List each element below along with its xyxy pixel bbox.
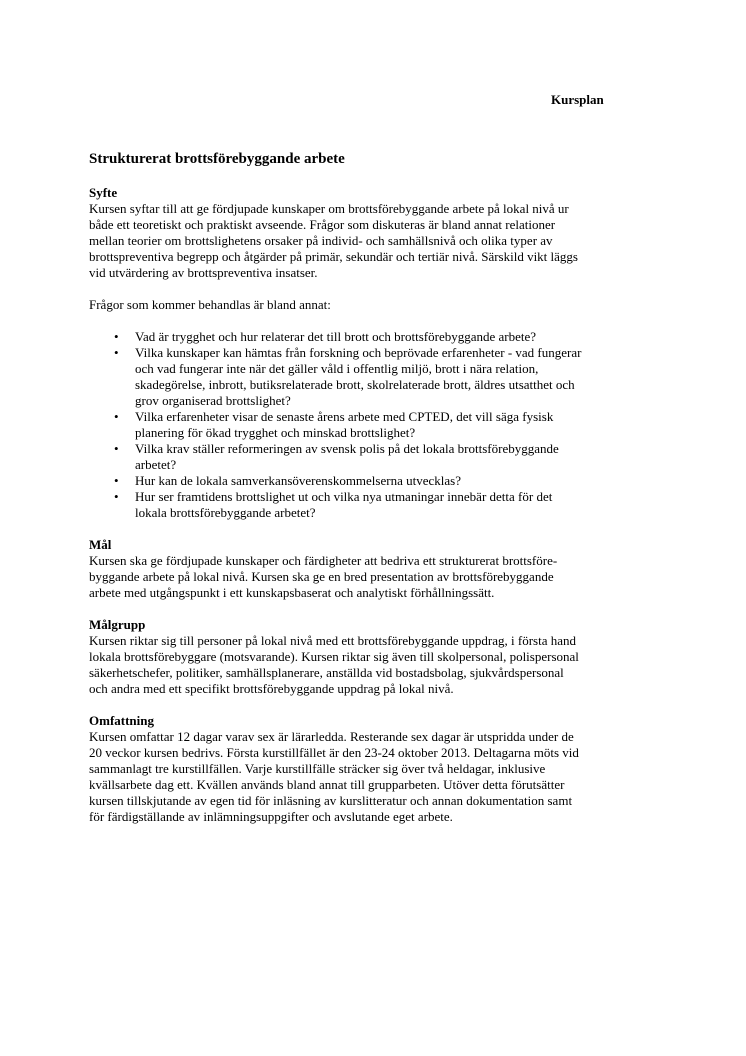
section-heading-malgrupp: Målgrupp xyxy=(89,617,146,632)
list-item-text: Vad är trygghet och hur relaterar det till brott och brottsförebyggande arbete? xyxy=(135,329,537,344)
page-title: Strukturerat brottsförebyggande arbete xyxy=(89,151,345,167)
questions-intro: Frågor som kommer behandlas är bland annat: xyxy=(89,297,331,312)
spacer xyxy=(89,697,669,713)
bullet-icon: • xyxy=(114,345,119,360)
syfte-paragraph: Kursen syftar till att ge fördjupade kunskaper om brottsförebyggande arbete på lokal nivå ur både ett teoretiskt och praktiskt avseende. Frågor som diskuteras är bland annat relationer mellan teorier om brottslighetens orsaker på individ- och samhällsnivå och olika typer av brottspreventiva begrepp och åtgärder på primär, sekundär och tertiär nivå. Särskild vikt läggs vid utvärdering av brottspreventiva insatser. xyxy=(89,201,578,280)
bullet-icon: • xyxy=(114,473,119,488)
bullet-icon: • xyxy=(114,441,119,456)
section-heading-omfattning: Omfattning xyxy=(89,713,154,728)
bullet-icon: • xyxy=(114,489,119,504)
spacer xyxy=(89,521,669,537)
list-item xyxy=(89,489,669,521)
bullet-icon: • xyxy=(114,409,119,424)
list-item xyxy=(89,409,669,441)
section-malgrupp xyxy=(89,617,669,697)
list-item xyxy=(89,441,669,473)
section-heading-mal: Mål xyxy=(89,537,112,552)
list-item xyxy=(89,329,669,345)
list-item xyxy=(89,473,669,489)
section-omfattning xyxy=(89,713,669,825)
spacer xyxy=(89,313,669,329)
questions-list xyxy=(89,329,669,521)
list-item xyxy=(89,345,669,409)
list-item-text: Vilka kunskaper kan hämtas från forskning och beprövade erfarenheter - vad fungerar och vad fungerar inte när det gäller våld i offentlig miljö, brott i nära relation, skadegörelse, inbrott, butiksrelaterade brott, skolrelaterade brott, äldres utsatthet och grov organiserad brottslighet? xyxy=(135,345,582,408)
section-mal xyxy=(89,537,669,601)
document-body xyxy=(89,185,669,825)
list-item-text: Vilka krav ställer reformeringen av svensk polis på det lokala brottsförebyggande arbetet? xyxy=(135,441,559,472)
bullet-icon: • xyxy=(114,329,119,344)
omfattning-paragraph: Kursen omfattar 12 dagar varav sex är lärarledda. Resterande sex dagar är utspridda under de 20 veckor kursen bedrivs. Första kurstillfället är den 23-24 oktober 2013. Deltagarna möts vid sammanlagt tre kurstillfällen. Varje kurstillfälle sträcker sig över två heldagar, inklusive kvällsarbete dag ett. Kvällen används bland annat till grupparbeten. Utöver detta förutsätter kursen tillskjutande av egen tid för inläsning av kurslitteratur och annan dokumentation samt för färdigställande av inlämningsuppgifter och avslutande eget arbete. xyxy=(89,729,579,824)
mal-paragraph: Kursen ska ge fördjupade kunskaper och färdigheter att bedriva ett strukturerat brottsföre- byggande arbete på lokal nivå. Kursen ska ge en bred presentation av brottsförebyggande arbete med utgångspunkt i ett kunskapsbaserat och analytiskt förhållningssätt. xyxy=(89,553,558,600)
list-item-text: Hur ser framtidens brottslighet ut och vilka nya utmaningar innebär detta för det lokala brottsförebyggande arbetet? xyxy=(135,489,553,520)
list-item-text: Vilka erfarenheter visar de senaste årens arbete med CPTED, det vill säga fysisk planering för ökad trygghet och minskad brottslighet? xyxy=(135,409,554,440)
section-syfte xyxy=(89,185,669,521)
spacer xyxy=(89,601,669,617)
malgrupp-paragraph: Kursen riktar sig till personer på lokal nivå med ett brottsförebyggande uppdrag, i första hand lokala brottsförebyggare (motsvarande). Kursen riktar sig även till skolpersonal, polispersonal säkerhetschefer, politiker, samhällsplanerare, anställda vid bostadsbolag, sjukvårdspersonal och andra med ett specifikt brottsförebyggande uppdrag på lokal nivå. xyxy=(89,633,579,696)
list-item-text: Hur kan de lokala samverkansöverenskommelserna utvecklas? xyxy=(135,473,461,488)
section-heading-syfte: Syfte xyxy=(89,185,118,200)
spacer xyxy=(89,281,669,297)
document-type-label: Kursplan xyxy=(551,92,604,107)
